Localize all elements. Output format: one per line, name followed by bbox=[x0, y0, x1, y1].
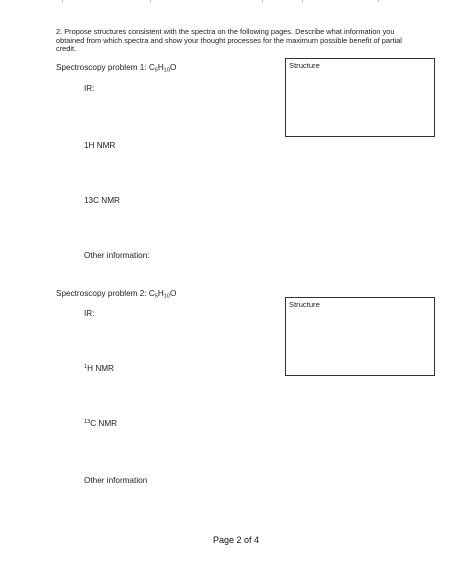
problem-2-h: H bbox=[157, 289, 164, 298]
problem-1-o: O bbox=[170, 63, 177, 72]
problem-2-c-subscript: 5 bbox=[154, 293, 158, 300]
problem-2-ir-label: IR: bbox=[84, 309, 95, 318]
problem-2-13c-superscript: 13 bbox=[84, 419, 91, 425]
problem-1-heading bbox=[56, 63, 176, 74]
problem-1-structure-box[interactable] bbox=[285, 58, 435, 137]
problem-2-1h-nmr-label bbox=[84, 364, 114, 373]
problem-2-structure-box[interactable] bbox=[285, 297, 435, 376]
problem-1-title-prefix: Spectroscopy problem 1: C bbox=[56, 63, 155, 72]
problem-1-other-information-label: Other information: bbox=[84, 251, 150, 260]
problem-2-structure-label: Structure bbox=[289, 300, 320, 309]
problem-2-o: O bbox=[170, 289, 177, 298]
problem-2-heading bbox=[56, 289, 176, 300]
question-instructions: 2. Propose structures consistent with the spectra on the following pages. Describe what information you obtained from which spectra and show your thought processes for the maximum possible benefit of partial credit. bbox=[56, 27, 402, 54]
problem-2-1h-text: H NMR bbox=[87, 364, 114, 373]
problem-2-h-subscript: 10 bbox=[163, 293, 171, 300]
top-edge-marks bbox=[0, 0, 474, 2]
problem-2-other-information-label: Other information bbox=[84, 476, 148, 485]
problem-1-c-subscript: 5 bbox=[154, 67, 158, 74]
problem-1-1h-nmr-label: 1H NMR bbox=[84, 141, 116, 150]
problem-1-ir-label: IR: bbox=[84, 84, 95, 93]
problem-2-1h-superscript: 1 bbox=[84, 364, 88, 370]
page-number: Page 2 of 4 bbox=[213, 535, 260, 545]
problem-2-title-prefix: Spectroscopy problem 2: C bbox=[56, 289, 155, 298]
problem-1-h-subscript: 10 bbox=[163, 67, 171, 74]
problem-1-h: H bbox=[157, 63, 164, 72]
problem-1-13c-nmr-label: 13C NMR bbox=[84, 196, 120, 205]
problem-2-13c-text: C NMR bbox=[90, 419, 118, 428]
problem-1-structure-label: Structure bbox=[289, 61, 320, 70]
problem-2-13c-nmr-label bbox=[84, 419, 117, 428]
